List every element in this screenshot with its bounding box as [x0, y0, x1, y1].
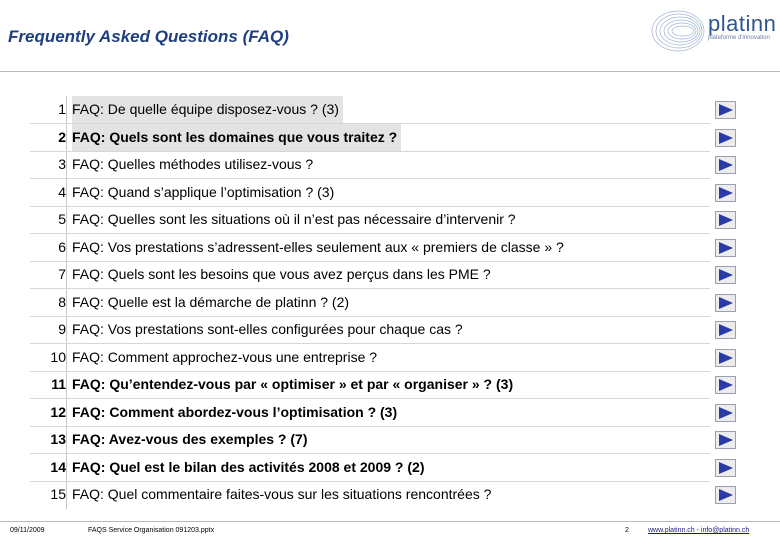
faq-number: 2 — [58, 128, 66, 145]
faq-play-button[interactable] — [715, 184, 736, 202]
footer-divider — [0, 521, 780, 522]
faq-row — [30, 316, 748, 344]
faq-play-button[interactable] — [715, 211, 736, 229]
faq-number: 12 — [50, 403, 66, 420]
play-arrow-icon — [718, 488, 734, 502]
faq-play-button[interactable] — [715, 321, 736, 339]
faq-play-button[interactable] — [715, 349, 736, 367]
footer-website-link[interactable]: www.platinn.ch - info@platinn.ch — [648, 527, 750, 534]
faq-row — [30, 96, 748, 124]
logo-swirl-icon — [650, 6, 708, 56]
faq-number: 14 — [50, 458, 66, 475]
play-arrow-icon — [718, 213, 734, 227]
faq-row — [30, 454, 748, 482]
faq-row — [30, 426, 748, 454]
play-arrow-icon — [718, 296, 734, 310]
faq-question-link[interactable]: FAQ: Quels sont les besoins que vous avez perçus dans les PME ? — [72, 266, 491, 282]
faq-row — [30, 234, 748, 262]
faq-list — [30, 96, 748, 509]
faq-play-button[interactable] — [715, 404, 736, 422]
faq-question-link[interactable]: FAQ: Vos prestations s’adressent-elles seulement aux « premiers de classe » ? — [72, 238, 564, 255]
play-arrow-icon — [718, 461, 734, 475]
footer-date: 09/11/2009 — [10, 527, 45, 534]
play-arrow-icon — [718, 241, 734, 255]
play-arrow-icon — [718, 268, 734, 282]
faq-row — [30, 179, 748, 207]
faq-row — [30, 206, 748, 234]
faq-question-link[interactable]: FAQ: Avez-vous des exemples ? (7) — [72, 431, 308, 447]
faq-play-button[interactable] — [715, 486, 736, 504]
faq-question-link[interactable]: FAQ: Quand s’applique l’optimisation ? (3) — [72, 183, 335, 200]
faq-play-button[interactable] — [715, 156, 736, 174]
faq-row — [30, 371, 748, 399]
faq-play-button[interactable] — [715, 239, 736, 257]
faq-number: 15 — [50, 486, 66, 502]
faq-question-link[interactable]: FAQ: Quel commentaire faites-vous sur les situations rencontrées ? — [72, 486, 492, 502]
faq-question-link[interactable]: FAQ: Quelles méthodes utilisez-vous ? — [72, 156, 314, 172]
footer-filename: FAQS Service Organisation 091203.pptx — [88, 527, 215, 534]
play-arrow-icon — [718, 103, 734, 117]
faq-question-link[interactable]: FAQ: Quel est le bilan des activités 2008 et 2009 ? (2) — [72, 458, 425, 475]
faq-play-button[interactable] — [715, 459, 736, 477]
faq-number: 1 — [58, 101, 66, 117]
footer-page-number: 2 — [625, 527, 629, 534]
play-arrow-icon — [718, 323, 734, 337]
faq-play-button[interactable] — [715, 129, 736, 147]
faq-question-link[interactable]: FAQ: De quelle équipe disposez-vous ? (3) — [72, 96, 343, 124]
faq-question-link[interactable]: FAQ: Comment abordez-vous l’optimisation ? (3) — [72, 403, 398, 420]
faq-row — [30, 399, 748, 427]
faq-row — [30, 289, 748, 317]
faq-play-button[interactable] — [715, 376, 736, 394]
header-divider — [0, 71, 780, 72]
platinn-logo — [650, 6, 778, 56]
page-title: Frequently Asked Questions (FAQ) — [8, 27, 289, 46]
play-arrow-icon — [718, 186, 734, 200]
faq-number: 8 — [58, 293, 66, 310]
faq-play-button[interactable] — [715, 431, 736, 449]
faq-row — [30, 124, 748, 152]
faq-number: 13 — [50, 431, 66, 447]
faq-question-link[interactable]: FAQ: Quelles sont les situations où il n’est pas nécessaire d’intervenir ? — [72, 211, 516, 227]
faq-number: 3 — [58, 156, 66, 172]
faq-play-button[interactable] — [715, 101, 736, 119]
faq-row — [30, 344, 748, 372]
faq-question-link[interactable]: FAQ: Quelle est la démarche de platinn ? (2) — [72, 293, 350, 310]
faq-question-link[interactable]: FAQ: Quels sont les domaines que vous traitez ? — [72, 124, 401, 152]
faq-question-link[interactable]: FAQ: Qu’entendez-vous par « optimiser » et par « organiser » ? (3) — [72, 376, 514, 392]
faq-number: 5 — [58, 211, 66, 227]
play-arrow-icon — [718, 406, 734, 420]
faq-row — [30, 261, 748, 289]
play-arrow-icon — [718, 351, 734, 365]
faq-play-button[interactable] — [715, 266, 736, 284]
faq-number: 10 — [50, 348, 66, 365]
play-arrow-icon — [718, 378, 734, 392]
faq-number: 9 — [58, 321, 66, 337]
faq-number: 4 — [58, 183, 66, 200]
faq-number: 11 — [51, 376, 66, 392]
faq-row — [30, 481, 748, 509]
faq-play-button[interactable] — [715, 294, 736, 312]
logo-tagline: plateforme d'innovation — [708, 35, 770, 41]
faq-number: 7 — [58, 266, 66, 282]
play-arrow-icon — [718, 158, 734, 172]
faq-question-link[interactable]: FAQ: Vos prestations sont-elles configurées pour chaque cas ? — [72, 321, 463, 337]
faq-question-link[interactable]: FAQ: Comment approchez-vous une entreprise ? — [72, 348, 378, 365]
play-arrow-icon — [718, 433, 734, 447]
logo-wordmark: platinn — [708, 11, 777, 36]
faq-row — [30, 151, 748, 179]
faq-number: 6 — [58, 238, 66, 255]
play-arrow-icon — [718, 131, 734, 145]
